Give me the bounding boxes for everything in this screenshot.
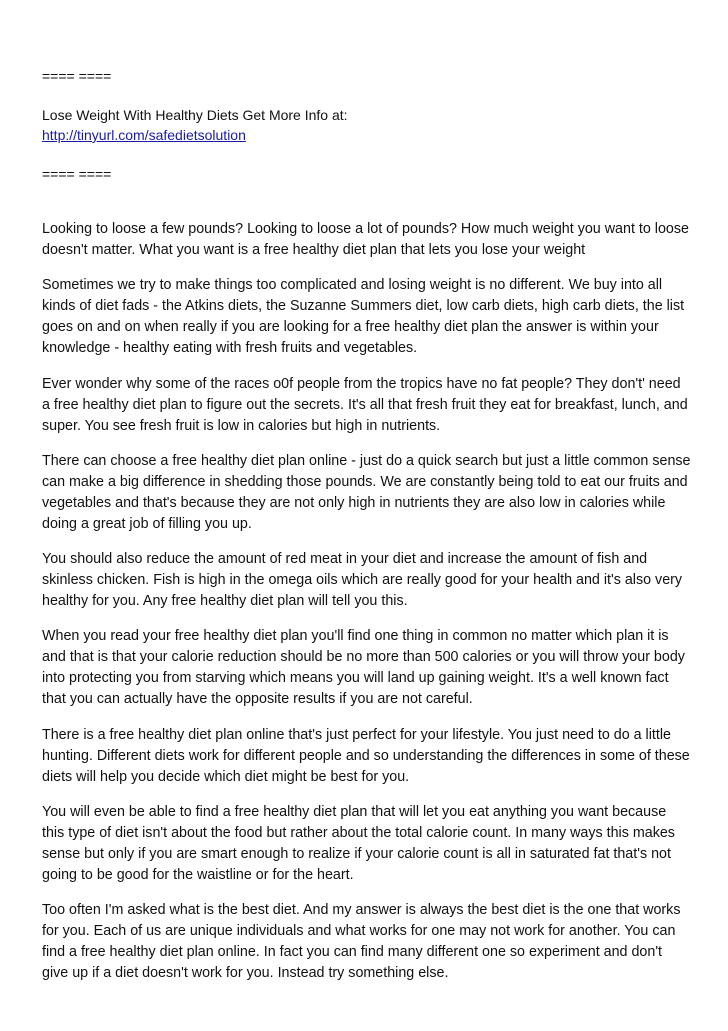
article-paragraph-9: Too often I'm asked what is the best diet. And my answer is always the best diet is the one that works for you. Each of us are unique individuals and what works for one may not work for another. You can find a free healthy diet plan online. In fact you can find many different one so experiment and don't give up if a diet doesn't work for you. Instead try something else. xyxy=(42,902,681,982)
article-paragraph-3: Ever wonder why some of the races o0f people from the tropics have no fat people? They don't' need a free healthy diet plan to figure out the secrets. It's all that fresh fruit they eat for breakfast, lunch, and super. You see fresh fruit is low in calories but high in nutrients. xyxy=(42,375,688,434)
promo-block xyxy=(42,105,692,145)
article-paragraph-7: There is a free healthy diet plan online that's just perfect for your lifestyle. You just need to do a little hunting. Different diets work for different people and so understanding the differences in some of these diets will help you decide which diet might be best for you. xyxy=(42,726,690,785)
article-paragraph-2: Sometimes we try to make things too complicated and losing weight is no different. We buy into all kinds of diet fads - the Atkins diets, the Suzanne Summers diet, low carb diets, high carb diets, the list goes on and on when really if you are looking for a free healthy diet plan the answer is within your knowledge - healthy eating with fresh fruits and vegetables. xyxy=(42,277,685,357)
separator-bottom: ==== ==== xyxy=(42,166,112,182)
separator-top: ==== ==== xyxy=(42,68,112,84)
document-page xyxy=(42,66,692,999)
article-paragraph-4: There can choose a free healthy diet plan online - just do a quick search but just a little common sense can make a big difference in shedding those pounds. We are constantly being told to eat our fruits and vegetables and that's because they are not only high in nutrients they are also low in calories while doing a great job of filling you up. xyxy=(42,452,691,532)
promo-link[interactable]: http://tinyurl.com/safedietsolution xyxy=(42,127,246,143)
promo-text: Lose Weight With Healthy Diets Get More Info at: xyxy=(42,107,348,123)
article-paragraph-1: Looking to loose a few pounds? Looking to loose a lot of pounds? How much weight you want to loose doesn't matter. What you want is a free healthy diet plan that lets you lose your weight xyxy=(42,221,689,258)
article-paragraph-8: You will even be able to find a free healthy diet plan that will let you eat anything you want because this type of diet isn't about the food but rather about the total calorie count. In many ways this makes sense but only if you are smart enough to realize if your calorie count is all in saturated fat that's not going to be good for the waistline or for the heart. xyxy=(42,804,675,884)
article-paragraph-5: You should also reduce the amount of red meat in your diet and increase the amount of fish and skinless chicken. Fish is high in the omega oils which are really good for your health and it's also very healthy for you. Any free healthy diet plan will tell you this. xyxy=(42,551,683,610)
article-paragraph-6: When you read your free healthy diet plan you'll find one thing in common no matter which plan it is and that is that your calorie reduction should be no more than 500 calories or you will throw your body into protecting you from starving which means you will land up gaining weight. It's a well known fact that you can actually have the opposite results if you are not careful. xyxy=(42,628,685,708)
article-body xyxy=(42,219,692,984)
